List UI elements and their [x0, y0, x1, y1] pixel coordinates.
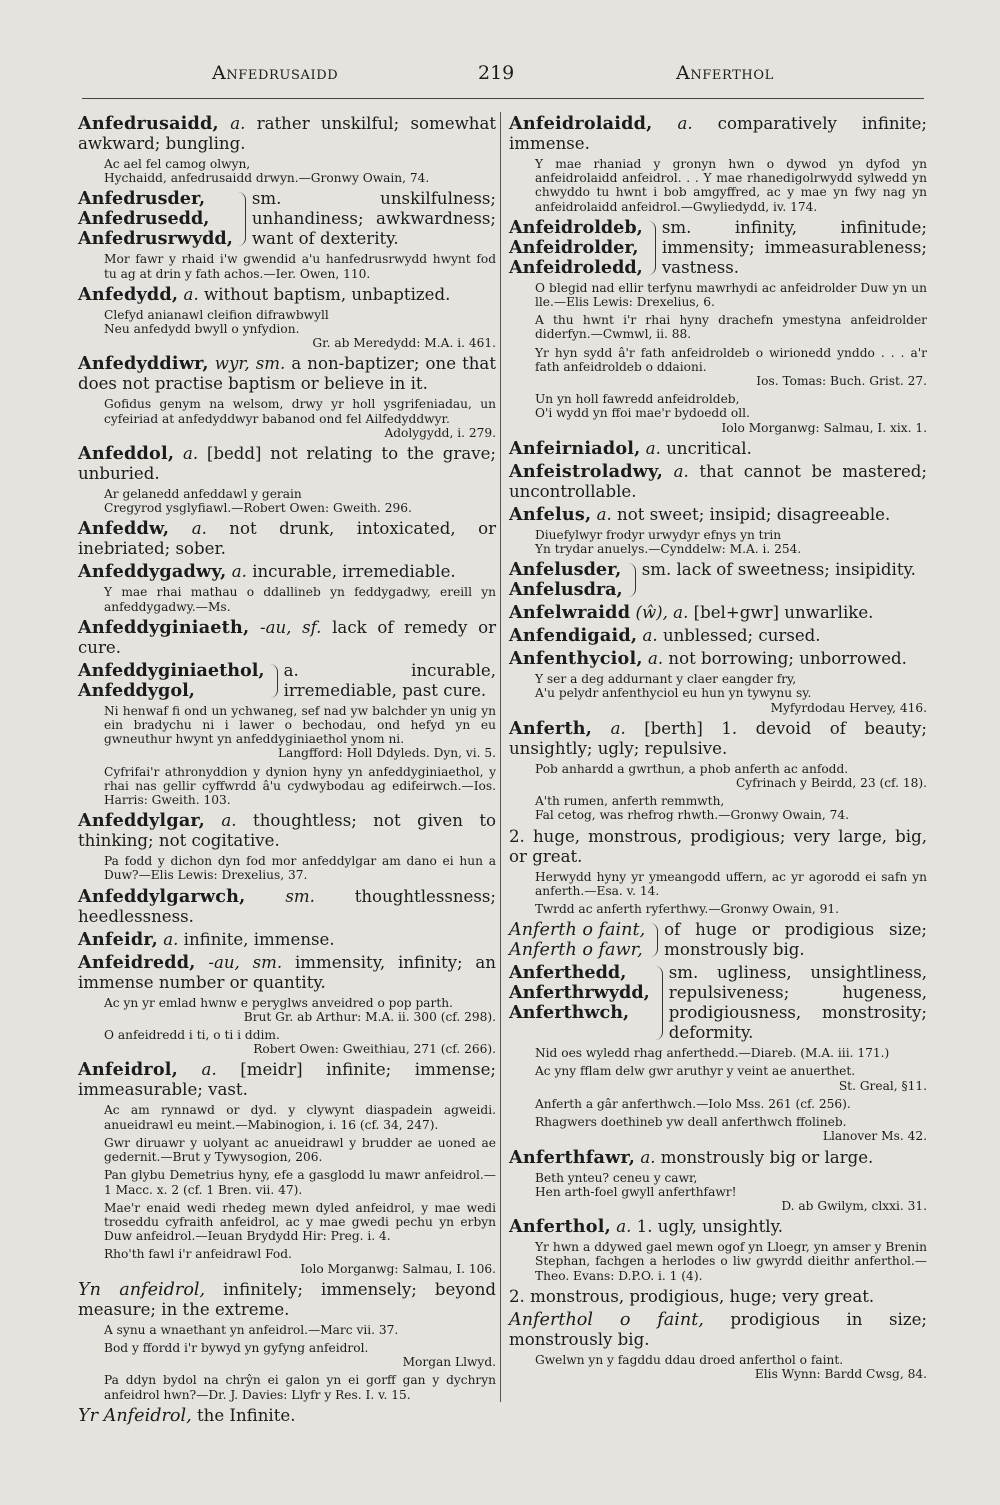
citation [78, 1103, 496, 1131]
headword: Anfedydd, [78, 283, 179, 305]
citation [509, 281, 927, 309]
citation-source: Adolygydd, i. 279. [384, 425, 496, 440]
citation-source: D. ab Gwilym, clxxi. 31. [781, 1198, 927, 1213]
citation [509, 902, 927, 916]
entry [78, 930, 496, 950]
citation-line: Rhagwers doethineb yw deall anferthwch ffolineb. [535, 1115, 847, 1130]
citation-line: Gwr diruawr y uolyant ac anueidrawl y brudder ae uoned ae gedernit.—Brut y Tywysogion, 206. [104, 1135, 496, 1165]
sense [509, 827, 927, 867]
running-head-left: Anfedrusaidd [212, 62, 339, 84]
part-of-speech: a. [616, 1217, 632, 1237]
citation-line: Anferth a gâr anferthwch.—Iolo Mss. 261 (cf. 256). [535, 1096, 851, 1111]
definition: not sweet; insipid; disagreeable. [617, 504, 891, 524]
headword: Anferthol, [509, 1216, 611, 1238]
entry-group [509, 218, 927, 278]
definition: [meidr] infinite; immense; immeasurable; vast. [78, 1060, 497, 1100]
definition: 2. monstrous, prodigious, huge; very great. [509, 1286, 875, 1306]
headword: Anfeddygol, [78, 679, 195, 701]
citation-line: Gofidus genym na welsom, drwy yr holl ysgrifeniadau, un cyfeiriad at anfedyddwyr babanod ond fel Ailfedyddwyr. [104, 397, 496, 426]
citation-line: Cregyrod ysglyfiawl.—Robert Owen: Gweith. 296. [104, 501, 412, 516]
headword: Anfeddyginiaethol, [78, 659, 265, 681]
definition: infinitely; immensely; beyond measure; in the extreme. [78, 1279, 496, 1319]
citation [509, 672, 927, 715]
citation-line: Hen arth-foel gwyll anferthfawr! [535, 1184, 737, 1199]
entry [78, 562, 496, 582]
citation-line: Ar gelanedd anfeddawl y gerain [104, 487, 302, 502]
citation-line: Y ser a deg addurnant y claer eangder fry, [535, 672, 797, 687]
citation-source: Gr. ab Meredydd: M.A. i. 461. [312, 336, 496, 351]
definition: sm. unskilfulness; unhandiness; awkwardness; want of dexterity. [251, 189, 496, 249]
entry [78, 1280, 496, 1320]
headword: Anfeidroledd, [509, 256, 643, 278]
citation-line: Y mae rhai mathau o ddallineb yn feddygadwy, ereill yn anfeddygadwy.—Ms. [104, 585, 496, 614]
brace [645, 221, 656, 275]
citation [78, 397, 496, 440]
headword: Anfendigaid, [509, 625, 638, 647]
citation-source: Brut Gr. ab Arthur: M.A. ii. 300 (cf. 298). [243, 1009, 496, 1024]
entry-group [78, 661, 496, 701]
entry [509, 626, 927, 646]
definition: without baptism, unbaptized. [204, 284, 451, 304]
headword: Anfeistroladwy, [509, 460, 664, 482]
part-of-speech: a. [163, 929, 179, 949]
citation-line: Fal cetog, was rhefrog rhwth.—Gronwy Owain, 74. [535, 808, 849, 823]
citation [78, 1247, 496, 1275]
definition: a. incurable, irremediable, past cure. [283, 660, 496, 700]
headword: Anferthfawr, [509, 1146, 636, 1168]
definition: [berth] 1. devoid of beauty; unsightly; ugly; repulsive. [509, 718, 928, 758]
citation-line: Twrdd ac anferth ryferthwy.—Gronwy Owain, 91. [535, 902, 839, 917]
citation-line: O'i wydd yn ffoi mae'r bydoedd oll. [535, 406, 750, 421]
citation [78, 252, 496, 280]
citation-line: A synu a wnaethant yn anfeidrol.—Marc vii. 37. [104, 1322, 399, 1337]
citation-line: Hychaidd, anfedrusaidd drwyn.—Gronwy Owain, 74. [104, 171, 430, 186]
citation-line: Ac ael fel camog olwyn, [104, 157, 251, 171]
headword: Anfeddylgar, [78, 810, 205, 832]
headword: Anfeidredd, [78, 951, 196, 973]
entry-group [509, 963, 927, 1043]
sense [509, 1287, 927, 1307]
citation-line: Pa fodd y dichon dyn fod mor anfeddylgar am dano ei hun a Duw?—Elis Lewis: Drexelius, 37. [104, 854, 496, 883]
citation-line: Cyfrifai'r athronyddion y dynion hyny yn anfeddyginiaethol, y rhai nas gellir cyffwrdd â'u cydwybodau ag edifeirwch.—Ios. Harris: Gweith. 103. [104, 764, 496, 808]
definition: thoughtlessness; heedlessness. [78, 886, 496, 926]
part-of-speech: a. [221, 811, 237, 831]
citation [78, 1341, 496, 1369]
definition: thoughtless; not given to thinking; not cogitative. [78, 811, 496, 851]
definition: monstrously big or large. [660, 1147, 874, 1167]
entry [78, 114, 496, 154]
part-of-speech: a. [673, 461, 689, 481]
part-of-speech: a. [647, 649, 664, 669]
citation-line: Y mae rhaniad y gronyn hwn o dywod yn dyfod yn anfeidrolaidd anfeidrol. . . Y mae rhanedigolrwydd sylwedd yn chwyddo tu hwnt i bob amgyffred, ac y mae yn fwy nag yn anfeidrolaidd anfeidrol.—Gwyliedydd, iv. 174. [535, 157, 927, 214]
headword: Anferthedd, [509, 962, 627, 984]
definition: a non-baptizer; one that does not practise baptism or believe in it. [78, 354, 496, 394]
citation-line: Yr hwn a ddywed gael mewn ogof yn Lloegr, yn amser y Brenin Stephan, fachgen a herlodes o liw gwyrdd dieithr anferthol.—Theo. Evans: D.P.O. i. 1 (4). [535, 1240, 927, 1283]
definition: not borrowing; unborrowed. [668, 649, 907, 669]
definition: immensity, infinity; an immense number or quantity. [78, 952, 496, 992]
definition: [bel+gwr] unwarlike. [693, 603, 874, 623]
citation-line: Neu anfedydd bwyll o ynfydion. [104, 322, 300, 337]
part-of-speech: a. [201, 1060, 217, 1080]
definition: [bedd] not relating to the grave; unburied. [78, 444, 497, 484]
part-of-speech: a. [640, 1147, 656, 1167]
definition: incurable, irremediable. [252, 562, 456, 582]
headword: Anfelus, [509, 503, 592, 525]
part-of-speech: a. [642, 626, 658, 646]
running-head-right: Anferthol [676, 62, 774, 84]
left-column [78, 114, 496, 1429]
headword: Anferthrwydd, [509, 982, 650, 1004]
citation [78, 854, 496, 882]
column-divider [500, 112, 501, 1402]
entry [509, 649, 927, 669]
headword: Anfeddygadwy, [78, 561, 227, 583]
citation [78, 996, 496, 1024]
headword: Anferthwch, [509, 1002, 630, 1024]
entry [78, 953, 496, 993]
brace [625, 563, 636, 597]
part-of-speech: a. [610, 718, 626, 738]
page-number: 219 [478, 62, 515, 84]
citation [78, 765, 496, 808]
headword: Anfeddw, [78, 518, 170, 540]
citation-line: Pob anhardd a gwrthun, a phob anferth ac anfodd. [535, 761, 849, 776]
citation-line: Diuefylwyr frodyr urwydyr efnys yn trin [535, 527, 782, 542]
headword: Anfeidrol, [78, 1059, 179, 1081]
citation-line: Beth ynteu? ceneu y cawr, [535, 1170, 698, 1185]
headword: Yr Anfeidrol, [78, 1405, 192, 1426]
brace [267, 664, 278, 698]
citation [509, 1115, 927, 1143]
citation-line: A'th rumen, anferth remmwth, [535, 794, 725, 809]
citation-source: Elis Wynn: Bardd Cwsg, 84. [754, 1366, 927, 1381]
running-header [0, 62, 1000, 92]
entry [509, 603, 927, 623]
citation [509, 870, 927, 898]
entry [509, 1310, 927, 1350]
citation-line: Ac yny fflam delw gwr aruthyr y veint ae anuerthet. [535, 1064, 856, 1079]
citation [509, 528, 927, 556]
citation-line: Clefyd anianawl cleifion difrawbwyll [104, 307, 329, 322]
citation [78, 157, 496, 185]
headword: Anfeidr, [78, 928, 158, 950]
headword: Anferth, [509, 717, 593, 739]
definition: not drunk, intoxicated, or inebriated; sober. [78, 519, 496, 559]
part-of-speech: sm. [285, 886, 315, 906]
citation-line: Ac am rynnawd or dyd. y clywynt diaspadein agweidi. anueidrawl eu meint.—Mabinogion, i. 16 (cf. 34, 247). [104, 1103, 496, 1132]
citation-source: Iolo Morganwg: Salmau, I. xix. 1. [721, 420, 927, 435]
definition: sm. lack of sweetness; insipidity. [641, 560, 916, 580]
citation [78, 1028, 496, 1056]
entry [509, 114, 927, 154]
citation [509, 794, 927, 822]
entry [78, 618, 496, 658]
part-of-speech: a. [645, 438, 661, 458]
citation-line: Rho'th fawl i'r anfeidrawl Fod. [104, 1247, 292, 1262]
entry [78, 1060, 496, 1100]
definition: infinite, immense. [183, 929, 335, 949]
part-of-speech: -au, sf. [260, 617, 322, 637]
brace [235, 192, 246, 246]
definition: 1. ugly, unsightly. [636, 1217, 784, 1237]
citation-line: Mae'r enaid wedi rhedeg mewn dyled anfeidrol, y mae wedi troseddu cyfraith anfeidrol, ac y mae gwedi pechu yn erbyn Duw anfeidrol.—Ieuan Brydydd Hir: Preg. i. 4. [104, 1200, 496, 1244]
part-of-speech: a. [182, 444, 199, 464]
citation [78, 308, 496, 351]
headword: Anfeidrolaidd, [509, 113, 653, 134]
citation-line: Nid oes wyledd rhag anferthedd.—Diareb. (M.A. iii. 171.) [535, 1046, 890, 1061]
entry [78, 1406, 496, 1426]
entry-group [509, 560, 927, 600]
citation-line: Herwydd hyny yr ymeangodd uffern, ac yr agorodd ei safn yn anferth.—Esa. v. 14. [535, 869, 927, 898]
citation-line: Ni henwaf fi ond un ychwaneg, sef nad yw balchder yn unig yn ein bradychu ni i lawer o bechodau, ond hefyd yn eu gwneuthur hwynt yn anfeddyginiaethol ynom ni. [104, 703, 496, 747]
citation-line: Yr hyn sydd â'r fath anfeidroldeb o wirionedd ynddo . . . a'r fath anfeidroldeb o ddaioni. [535, 345, 927, 374]
part-of-speech: a. [230, 114, 246, 133]
headword: Anfeddylgarwch, [78, 885, 246, 907]
citation [509, 1097, 927, 1111]
citation [509, 346, 927, 389]
definition: prodigious in size; monstrously big. [509, 1309, 927, 1349]
headword: Anfedrusder, [78, 188, 206, 210]
part-of-speech: wyr, sm. [214, 354, 286, 374]
definition: sm. ugliness, unsightliness, repulsiveness; hugeness, prodigiousness, monstrosity; deformity. [668, 963, 927, 1043]
part-of-speech: a. [677, 114, 693, 133]
entry [509, 439, 927, 459]
citation [78, 585, 496, 613]
citation [78, 487, 496, 515]
definition: comparatively infinite; immense. [509, 114, 928, 153]
headword: Anfedrusedd, [78, 208, 210, 230]
entry [78, 519, 496, 559]
citation-line: A thu hwnt i'r rhai hyny drachefn ymestyna anfeidrolder diderfyn.—Cwmwl, ii. 88. [535, 313, 927, 342]
entry [509, 462, 927, 502]
part-of-speech: -au, sm. [208, 952, 283, 972]
citation [78, 1201, 496, 1244]
citation [509, 313, 927, 341]
citation [509, 1171, 927, 1214]
citation-source: St. Greal, §11. [838, 1078, 927, 1093]
entry-group [509, 920, 927, 960]
citation-line: O anfeidredd i ti, o ti i ddim. [104, 1028, 280, 1043]
definition: lack of remedy or cure. [78, 617, 496, 657]
citation-line: Ac yn yr emlad hwnw e peryglws anveidred o pop parth. [104, 995, 453, 1010]
part-of-speech: (ŵ), a. [635, 603, 689, 623]
part-of-speech: a. [596, 504, 612, 524]
headword: Anfeirniadol, [509, 437, 641, 459]
entry [509, 719, 927, 759]
part-of-speech: a. [231, 562, 247, 582]
citation [509, 1353, 927, 1381]
headword: Anferth o faint, [509, 920, 646, 941]
entry-group [78, 189, 496, 249]
definition: unblessed; cursed. [662, 626, 821, 646]
headword: Anfelusder, [509, 559, 622, 581]
citation [78, 1323, 496, 1337]
citation [509, 1064, 927, 1092]
citation-source: Robert Owen: Gweithiau, 271 (cf. 266). [253, 1042, 496, 1057]
citation-line: Pa ddyn bydol na chrŷn ei galon yn ei gorff gan y dychryn anfeidrol hwn?—Dr. J. Davies: Llyfr y Res. I. v. 15. [104, 1373, 496, 1402]
headword: Anfedrusrwydd, [78, 228, 233, 250]
entry [78, 444, 496, 484]
citation-source: Morgan Llwyd. [402, 1355, 496, 1370]
citation-source: Iolo Morganwg: Salmau, I. 106. [300, 1261, 496, 1276]
headword: Anfelwraidd [509, 602, 631, 624]
citation [78, 704, 496, 761]
header-rule [82, 98, 924, 99]
entry [78, 285, 496, 305]
headword: Anferth o fawr, [509, 940, 643, 961]
citation-line: Bod y ffordd i'r bywyd yn gyfyng anfeidrol. [104, 1340, 369, 1355]
definition: that cannot be mastered; uncontrollable. [509, 461, 928, 501]
part-of-speech: a. [183, 284, 199, 304]
entry [78, 354, 496, 394]
entry [78, 887, 496, 927]
definition: 2. huge, monstrous, prodigious; very large, big, or great. [509, 826, 927, 866]
headword: Yn anfeidrol, [78, 1279, 206, 1300]
citation [509, 762, 927, 790]
headword: Anferthol o faint, [509, 1309, 704, 1330]
definition: uncritical. [666, 438, 752, 458]
citation-line: Pan glybu Demetrius hyny, efe a gasglodd lu mawr anfeidrol.—1 Macc. x. 2 (cf. 1 Bren. vii. 47). [104, 1168, 496, 1197]
entry [509, 505, 927, 525]
definition: the Infinite. [196, 1405, 296, 1425]
definition: sm. infinity, infinitude; immensity; immeasurableness; vastness. [661, 217, 927, 277]
headword: Anfeddol, [78, 443, 175, 465]
citation [78, 1168, 496, 1196]
citation-source: Llanover Ms. 42. [822, 1129, 927, 1144]
citation [509, 1046, 927, 1060]
citation-source: Ios. Tomas: Buch. Grist. 27. [756, 374, 927, 389]
citation-source: Cyfrinach y Beirdd, 23 (cf. 18). [735, 776, 927, 791]
citation-line: Gwelwn yn y fagddu ddau droed anferthol o faint. [535, 1352, 844, 1367]
headword: Anfeidroldeb, [509, 216, 643, 238]
right-column [509, 114, 927, 1385]
headword: Anfedrusaidd, [78, 113, 219, 134]
brace [647, 923, 658, 957]
citation [509, 392, 927, 435]
definition: of huge or prodigious size; monstrously big. [664, 920, 927, 960]
citation [509, 1240, 927, 1283]
citation-source: Langfford: Holl Ddyleds. Dyn, vi. 5. [277, 746, 496, 761]
citation [78, 1136, 496, 1164]
headword: Anfenthyciol, [509, 648, 643, 670]
citation-line: Un yn holl fawredd anfeidroldeb, [535, 392, 740, 407]
brace [652, 966, 663, 1040]
citation-line: O blegid nad ellir terfynu mawrhydi ac anfeidrolder Duw yn un lle.—Elis Lewis: Drexelius, 6. [535, 280, 927, 310]
citation-line: Mor fawr y rhaid i'w gwendid a'u hanfedrusrwydd hwynt fod tu ag at drin y fath achos.—Ier. Owen, 110. [104, 252, 496, 281]
definition: rather unskilful; somewhat awkward; bungling. [78, 114, 497, 153]
citation-line: Yn trydar anuelys.—Cynddelw: M.A. i. 254. [535, 542, 802, 557]
headword: Anfedyddiwr, [78, 353, 209, 375]
citation-source: Myfyrdodau Hervey, 416. [770, 700, 927, 715]
entry [78, 811, 496, 851]
entry [509, 1217, 927, 1237]
headword: Anfeddyginiaeth, [78, 616, 250, 638]
citation-line: A'u pelydr anfenthyciol eu hun yn tywynu sy. [535, 686, 812, 701]
citation [78, 1373, 496, 1401]
headword: Anfelusdra, [509, 579, 623, 601]
part-of-speech: a. [191, 519, 207, 539]
entry [509, 1148, 927, 1168]
citation [509, 157, 927, 214]
headword: Anfeidrolder, [509, 236, 639, 258]
